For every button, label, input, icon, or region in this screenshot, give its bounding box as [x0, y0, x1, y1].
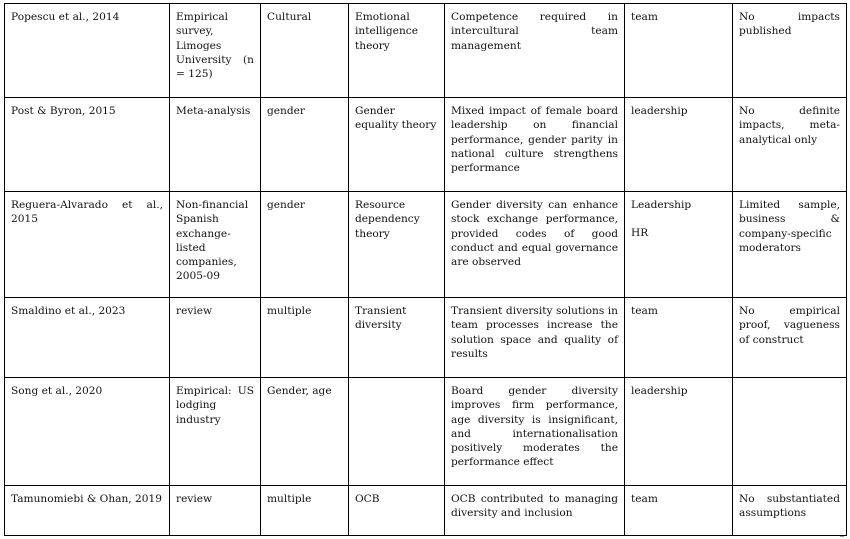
- level-label: team: [631, 11, 658, 23]
- limitation-cell: Limited sample, business & company-specific moderators: [733, 192, 847, 298]
- level-label: team: [631, 305, 658, 317]
- finding-cell: Gender diversity can enhance stock exchange performance, provided codes of good conduct and equal governance are observed: [445, 192, 625, 298]
- author-cell: Song et al., 2020: [5, 378, 170, 486]
- limitation-cell: No substantiated assumptions: [733, 486, 847, 536]
- table-row: [5, 192, 847, 298]
- table-row: [5, 98, 847, 192]
- finding-cell: Competence required in intercultural team management: [445, 4, 625, 98]
- theory-cell: Emotional intelligence theory: [349, 4, 445, 98]
- limitation-cell: No impacts published: [733, 4, 847, 98]
- level-cell: [625, 98, 733, 192]
- page-corner-mark: [840, 536, 844, 537]
- dimension-cell: multiple: [261, 486, 349, 536]
- author-cell: Post & Byron, 2015: [5, 98, 170, 192]
- author-cell: Tamunomiebi & Ohan, 2019: [5, 486, 170, 536]
- dimension-cell: Gender, age: [261, 378, 349, 486]
- method-cell: Empirical: US lodging industry: [170, 378, 261, 486]
- finding-cell: Transient diversity solutions in team processes increase the solution space and quality of results: [445, 298, 625, 378]
- literature-review-table: [4, 3, 847, 536]
- level-label: team: [631, 493, 658, 505]
- theory-cell: Transient diversity: [349, 298, 445, 378]
- table-row: [5, 298, 847, 378]
- limitation-cell: No empirical proof, vagueness of construct: [733, 298, 847, 378]
- level-cell: [625, 486, 733, 536]
- dimension-cell: multiple: [261, 298, 349, 378]
- table-row: [5, 4, 847, 98]
- level-label: leadership: [631, 105, 688, 117]
- dimension-cell: gender: [261, 192, 349, 298]
- level-label: leadership: [631, 385, 688, 397]
- method-cell: Meta-analysis: [170, 98, 261, 192]
- limitation-cell: [733, 378, 847, 486]
- level-cell: [625, 192, 733, 298]
- dimension-cell: Cultural: [261, 4, 349, 98]
- finding-cell: Board gender diversity improves firm performance, age diversity is insignificant, and internationalisation positively moderates the performance effect: [445, 378, 625, 486]
- table-row: [5, 378, 847, 486]
- author-cell: Popescu et al., 2014: [5, 4, 170, 98]
- theory-cell: Resource dependency theory: [349, 192, 445, 298]
- method-cell: Empirical survey, Limoges University (n = 125): [170, 4, 261, 98]
- level-cell: [625, 298, 733, 378]
- level-cell: [625, 378, 733, 486]
- level-label: Leadership: [631, 199, 692, 211]
- theory-cell: [349, 378, 445, 486]
- table-row: [5, 486, 847, 536]
- finding-cell: Mixed impact of female board leadership on financial performance, gender parity in national culture strengthens performance: [445, 98, 625, 192]
- author-cell: Smaldino et al., 2023: [5, 298, 170, 378]
- method-cell: review: [170, 298, 261, 378]
- method-cell: review: [170, 486, 261, 536]
- limitation-cell: No definite impacts, meta-analytical only: [733, 98, 847, 192]
- level-cell: [625, 4, 733, 98]
- method-cell: Non-financial Spanish exchange-listed companies, 2005-09: [170, 192, 261, 298]
- dimension-cell: gender: [261, 98, 349, 192]
- theory-cell: OCB: [349, 486, 445, 536]
- finding-cell: OCB contributed to managing diversity and inclusion: [445, 486, 625, 536]
- theory-cell: Gender equality theory: [349, 98, 445, 192]
- author-cell: Reguera-Alvarado et al., 2015: [5, 192, 170, 298]
- level-label: HR: [631, 227, 649, 240]
